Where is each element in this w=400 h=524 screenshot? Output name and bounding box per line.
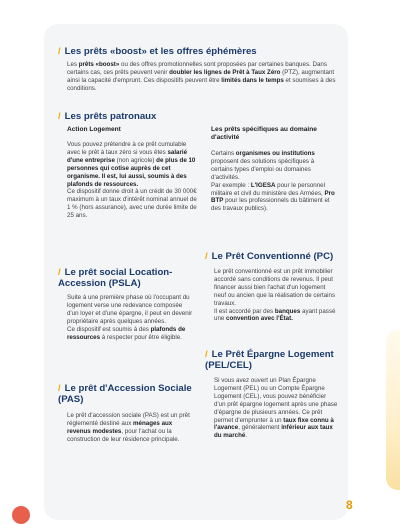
slash-icon: / (58, 46, 61, 57)
pas-body: Le prêt d'accession sociale (PAS) est un prêt réglementé destiné aux ménages aux revenus modestes, pour l'achat ou la construction de leur résidence principale. (67, 412, 190, 443)
pel-heading: / Le Prêt Épargne Logement (PEL/CEL) (205, 349, 334, 371)
slash-icon: / (58, 111, 61, 122)
pc-heading: / Le Prêt Conventionné (PC) (205, 251, 334, 262)
prets-specifiques-body: Certains organismes ou institutions proposent des solutions spécifiques à certains types d'emploi ou domaines d'activités. Par exemple : L'IGESA pour le personnel militaire et civil du ministère des Armées, Pro BTP pour les professionnels du bâtiment et des travaux publics). (211, 150, 335, 213)
prets-specifiques-subtitle: Les prêts spécifiques au domaine d'activité (211, 126, 317, 141)
boost-body: Les prêts «boost» ou des offres promotionnelles sont proposées par certaines banques. Dans certains cas, ces prêts peuvent venir doubler les lignes de Prêt à Taux Zéro (PTZ), augmentant ainsi la capacité d'emprunt. Ces dispositifs peuvent être limités dans le temps et soumises à des conditions. (67, 61, 336, 92)
pel-body: Si vous avez ouvert un Plan Épargne Logement (PEL) ou un Compte Épargne Logement (CEL), vous pouvez bénéficier d'un prêt épargne logement après une phase d'épargne de plusieurs années. Ce prêt permet d'emprunter à un taux fixe connu à l'avance, généralement inférieur aux taux du marché. (214, 377, 338, 440)
decorative-circle (12, 506, 30, 524)
slash-icon: / (205, 251, 208, 262)
psla-heading: / Le prêt social Location-Accession (PSLA) (58, 267, 173, 289)
slash-icon: / (205, 349, 208, 360)
action-logement-body: Vous pouvez prétendre à ce prêt cumulable avec le prêt à taux zéro si vous êtes salarié d'une entreprise (non agricole) de plus de 10 personnes qui cotise auprès de cet organisme. Il est, lui aussi, soumis à des plafonds de ressources. Ce dispositif donne droit à un crédit de 30 000€ maximum à un taux d'intérêt nominal annuel de 1 % (hors assurance), avec une durée limite de 25 ans. (67, 141, 197, 220)
pas-heading: / Le prêt d'Accession Sociale (PAS) (58, 383, 192, 405)
slash-icon: / (58, 267, 61, 278)
decorative-glass-image (386, 330, 400, 490)
action-logement-subtitle: Action Logement (67, 126, 121, 133)
patronaux-heading: / Les prêts patronaux (58, 111, 157, 122)
page-number: 8 (346, 498, 353, 512)
slash-icon: / (58, 383, 61, 394)
pc-body: Le prêt conventionné est un prêt immobilier accordé sans conditions de revenus. Il peut financer aussi bien l'achat d'un logement neuf ou ancien que la réalisation de certains travaux. Il est accordé par des banques ayant passé une convention avec l'État. (214, 268, 336, 323)
psla-body: Suite à une première phase où l'occupant du logement verse une redevance composée d'un loyer et d'une épargne, il peut en devenir propriétaire après quelques années. Ce dispositif est soumis à des plafonds de ressources à respecter pour être éligible. (67, 294, 193, 341)
boost-heading: / Les prêts «boost» et les offres éphémères (58, 46, 257, 57)
